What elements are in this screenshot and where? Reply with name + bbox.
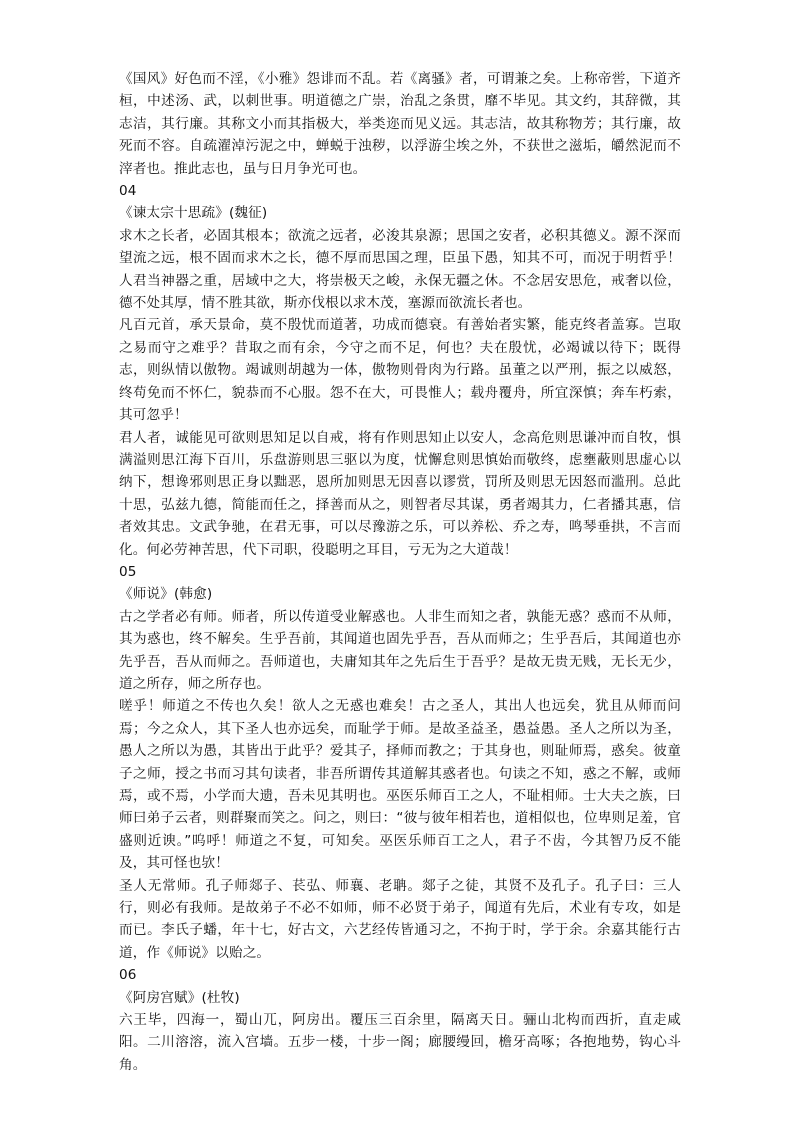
section-number-06: 06 [119,967,137,984]
paragraph-shishuo-3: 圣人无常师。孔子师郯子、苌弘、师襄、老聃。郯子之徒，其贤不及孔子。孔子曰：三人行，则必有我师。是故弟子不必不如师，师不必贤于弟子，闻道有先后，术业有专攻，如是而已。李氏子蟠，年十七，好古文，六艺经传皆通习之，不拘于时，学于余。余嘉其能行古道，作《师说》以贻之。 [119,877,681,961]
paragraph-shisi-2: 凡百元首，承天景命，莫不殷忧而道著，功成而德衰。有善始者实繁，能克终者盖寡。岂取之易而守之难乎？昔取之而有余，今守之而不足，何也？夫在殷忧，必竭诚以待下；既得志，则纵情以傲物。竭诚则胡越为一体，傲物则骨肉为行路。虽董之以严刑，振之以威怒，终苟免而不怀仁，貌恭而不心服。怨不在大，可畏惟人；载舟覆舟，所宜深慎；奔车朽索，其可忽乎！ [119,317,681,424]
paragraph-shishuo-1: 古之学者必有师。师者，所以传道受业解惑也。人非生而知之者，孰能无惑？惑而不从师，其为惑也，终不解矣。生乎吾前，其闻道也固先乎吾，吾从而师之；生乎吾后，其闻道也亦先乎吾，吾从而师之。吾师道也，夫庸知其年之先后生于吾乎？是故无贵无贱，无长无少，道之所存，师之所存也。 [119,608,681,692]
section-number-04: 04 [119,183,137,200]
document-body [119,68,681,1076]
section-title-05: 《师说》(韩愈) [119,586,213,603]
section-number-05: 05 [119,563,137,580]
section-title-06: 《阿房宫赋》(杜牧) [119,989,240,1006]
paragraph-shisi-1: 求木之长者，必固其根本；欲流之远者，必浚其泉源；思国之安者，必积其德义。源不深而望流之远，根不固而求木之长，德不厚而思国之理，臣虽下愚，知其不可，而况于明哲乎！人君当神器之重，居域中之大，将崇极天之峻，永保无疆之休。不念居安思危，戒奢以俭，德不处其厚，情不胜其欲，斯亦伐根以求木茂，塞源而欲流长者也。 [119,227,681,312]
section-title-04: 《谏太宗十思疏》(魏征) [119,205,268,222]
paragraph-shisi-3: 君人者，诚能见可欲则思知足以自戒，将有作则思知止以安人，念高危则思谦冲而自牧，惧满溢则思江海下百川，乐盘游则思三驱以为度，忧懈怠则思慎始而敬终，虑壅蔽则思虚心以纳下，想谗邪则思正身以黜恶，恩所加则思无因喜以谬赏，罚所及则思无因怒而滥刑。总此十思，弘兹九德，简能而任之，择善而从之，则智者尽其谋，勇者竭其力，仁者播其惠，信者效其忠。文武争驰，在君无事，可以尽豫游之乐，可以养松、乔之寿，鸣琴垂拱，不言而化。何必劳神苦思，代下司职，役聪明之耳目，亏无为之大道哉！ [119,429,681,558]
paragraph-shishuo-2: 嗟乎！师道之不传也久矣！欲人之无惑也难矣！古之圣人，其出人也远矣，犹且从师而问焉；今之众人，其下圣人也亦远矣，而耻学于师。是故圣益圣，愚益愚。圣人之所以为圣，愚人之所以为愚，其皆出于此乎？爱其子，择师而教之；于其身也，则耻师焉，惑矣。彼童子之师，授之书而习其句读者，非吾所谓传其道解其惑者也。句读之不知，惑之不解，或师焉，或不焉，小学而大遗，吾未见其明也。巫医乐师百工之人，不耻相师。士大夫之族，曰师曰弟子云者，则群聚而笑之。问之，则曰：“彼与彼年相若也，道相似也，位卑则足羞，官盛则近谀。”呜呼！师道之不复，可知矣。巫医乐师百工之人，君子不齿，今其智乃反不能及，其可怪也欤！ [119,698,681,872]
paragraph-lisao-commentary: 《国风》好色而不淫，《小雅》怨诽而不乱。若《离骚》者，可谓兼之矣。上称帝喾，下道齐桓，中述汤、武，以刺世事。明道德之广崇，治乱之条贯，靡不毕见。其文约，其辞微，其志洁，其行廉。其称文小而其指极大，举类迩而见义远。其志洁，故其称物芳；其行廉，故死而不容。自疏濯淖污泥之中，蝉蜕于浊秽，以浮游尘埃之外，不获世之滋垢，皭然泥而不滓者也。推此志也，虽与日月争光可也。 [119,71,681,177]
paragraph-afanggong-1: 六王毕，四海一，蜀山兀，阿房出。覆压三百余里，隔离天日。骊山北构而西折，直走咸阳。二川溶溶，流入宫墙。五步一楼，十步一阁；廊腰缦回，檐牙高啄；各抱地势，钩心斗角。 [119,1012,681,1073]
